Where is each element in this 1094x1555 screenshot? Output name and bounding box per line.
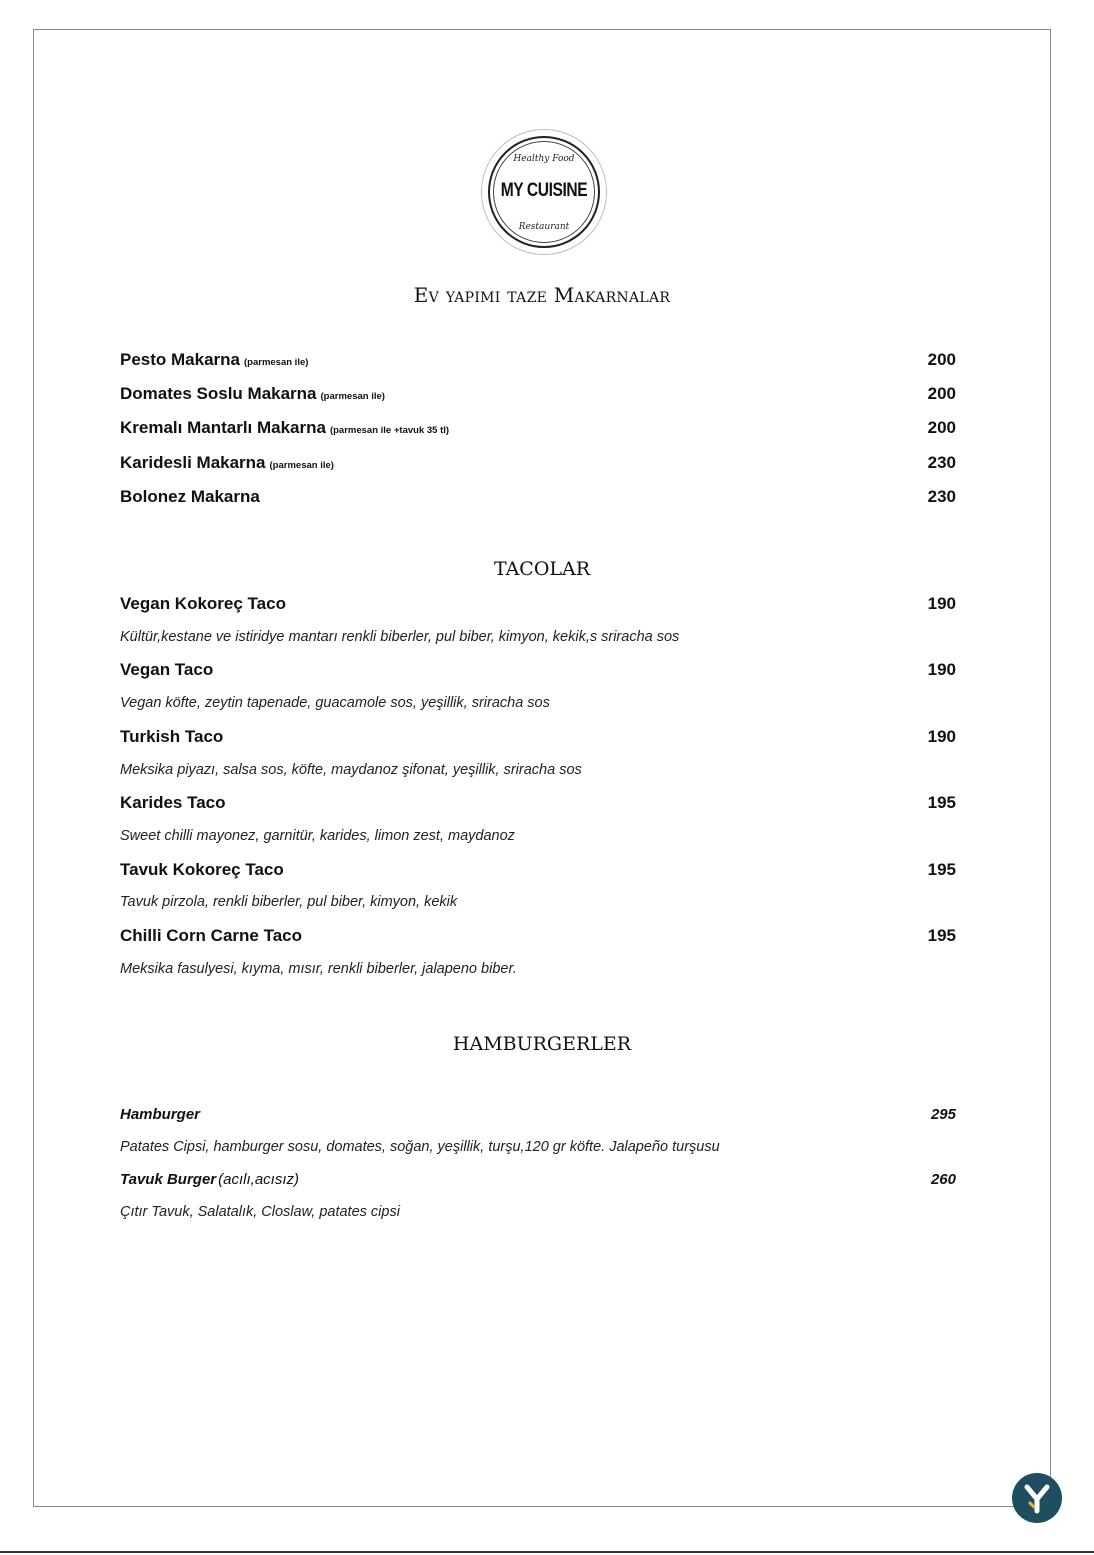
bottom-divider: [0, 1551, 1094, 1553]
item-name: Turkish Taco: [120, 727, 224, 746]
item-description: Meksika piyazı, salsa sos, köfte, maydanoz şifonat, yeşillik, sriracha sos: [120, 762, 582, 778]
item-name: Tavuk Kokoreç Taco: [120, 860, 284, 879]
menu-item: [120, 860, 956, 884]
menu-item: [120, 487, 956, 511]
menu-item: [120, 418, 956, 442]
item-price: 200: [927, 384, 956, 403]
item-price: 195: [927, 926, 956, 945]
item-price: 190: [927, 660, 956, 679]
item-name: Karidesli Makarna (parmesan ile): [120, 453, 334, 472]
item-name: Tavuk Burger (acılı,acısız): [120, 1171, 299, 1188]
item-price: 230: [927, 487, 956, 506]
menu-item: [120, 453, 956, 477]
item-name: Kremalı Mantarlı Makarna (parmesan ile +tavuk 35 tl): [120, 418, 450, 437]
menu-item: [120, 1171, 956, 1195]
item-note: (parmesan ile +tavuk 35 tl): [329, 425, 450, 436]
app-logo-icon[interactable]: [1012, 1473, 1062, 1523]
item-name: Vegan Taco: [120, 660, 214, 679]
menu-item: [120, 727, 956, 751]
item-name: Pesto Makarna (parmesan ile): [120, 350, 309, 369]
menu-item: [120, 793, 956, 817]
section-title-tacos: TACOLAR: [493, 558, 591, 580]
menu-item: [120, 594, 956, 618]
item-description: Vegan köfte, zeytin tapenade, guacamole sos, yeşillik, sriracha sos: [120, 695, 550, 711]
menu-item: [120, 926, 956, 950]
item-price: 260: [930, 1171, 956, 1188]
item-note: (parmesan ile): [269, 460, 334, 471]
item-note: (acılı,acısız): [218, 1171, 299, 1188]
menu-item: [120, 384, 956, 408]
item-name: Domates Soslu Makarna (parmesan ile): [120, 384, 385, 403]
item-name: Hamburger: [120, 1106, 201, 1123]
item-price: 230: [927, 453, 956, 472]
item-description: Tavuk pirzola, renkli biberler, pul biber, kimyon, kekik: [120, 894, 458, 910]
item-price: 200: [927, 418, 956, 437]
section-title-pasta: Ev yapımı taze Makarnalar: [413, 283, 671, 307]
item-price: 190: [927, 727, 956, 746]
logo-brand-name: MY CUISINE: [500, 180, 588, 201]
item-description: Sweet chilli mayonez, garnitür, karides, limon zest, maydanoz: [120, 828, 515, 844]
menu-item: [120, 350, 956, 374]
item-name: Chilli Corn Carne Taco: [120, 926, 302, 945]
item-name: Karides Taco: [120, 793, 226, 812]
item-name: Bolonez Makarna: [120, 487, 260, 506]
item-price: 190: [927, 594, 956, 613]
app-logo-glyph: [1012, 1473, 1062, 1523]
item-description: Kültür,kestane ve istiridye mantarı renkli biberler, pul biber, kimyon, kekik,s sriracha sos: [120, 629, 680, 645]
item-name: Vegan Kokoreç Taco: [120, 594, 286, 613]
restaurant-logo: [481, 129, 607, 255]
item-description: Çıtır Tavuk, Salatalık, Closlaw, patates cipsi: [120, 1204, 400, 1220]
section-title-burgers: HAMBURGERLER: [452, 1033, 632, 1055]
menu-item: [120, 660, 956, 684]
logo-tagline-bottom: Restaurant: [518, 222, 570, 232]
logo-tagline-top: Healthy Food: [513, 154, 575, 164]
item-price: 295: [930, 1106, 956, 1123]
item-note: (parmesan ile): [320, 391, 385, 402]
item-description: Meksika fasulyesi, kıyma, mısır, renkli biberler, jalapeno biber.: [120, 961, 517, 977]
menu-item: [120, 1106, 956, 1130]
item-note: (parmesan ile): [244, 357, 309, 368]
item-price: 195: [927, 793, 956, 812]
item-price: 195: [927, 860, 956, 879]
item-price: 200: [927, 350, 956, 369]
item-description: Patates Cipsi, hamburger sosu, domates, soğan, yeşillik, turşu,120 gr köfte. Jalapeño turşusu: [120, 1139, 720, 1155]
